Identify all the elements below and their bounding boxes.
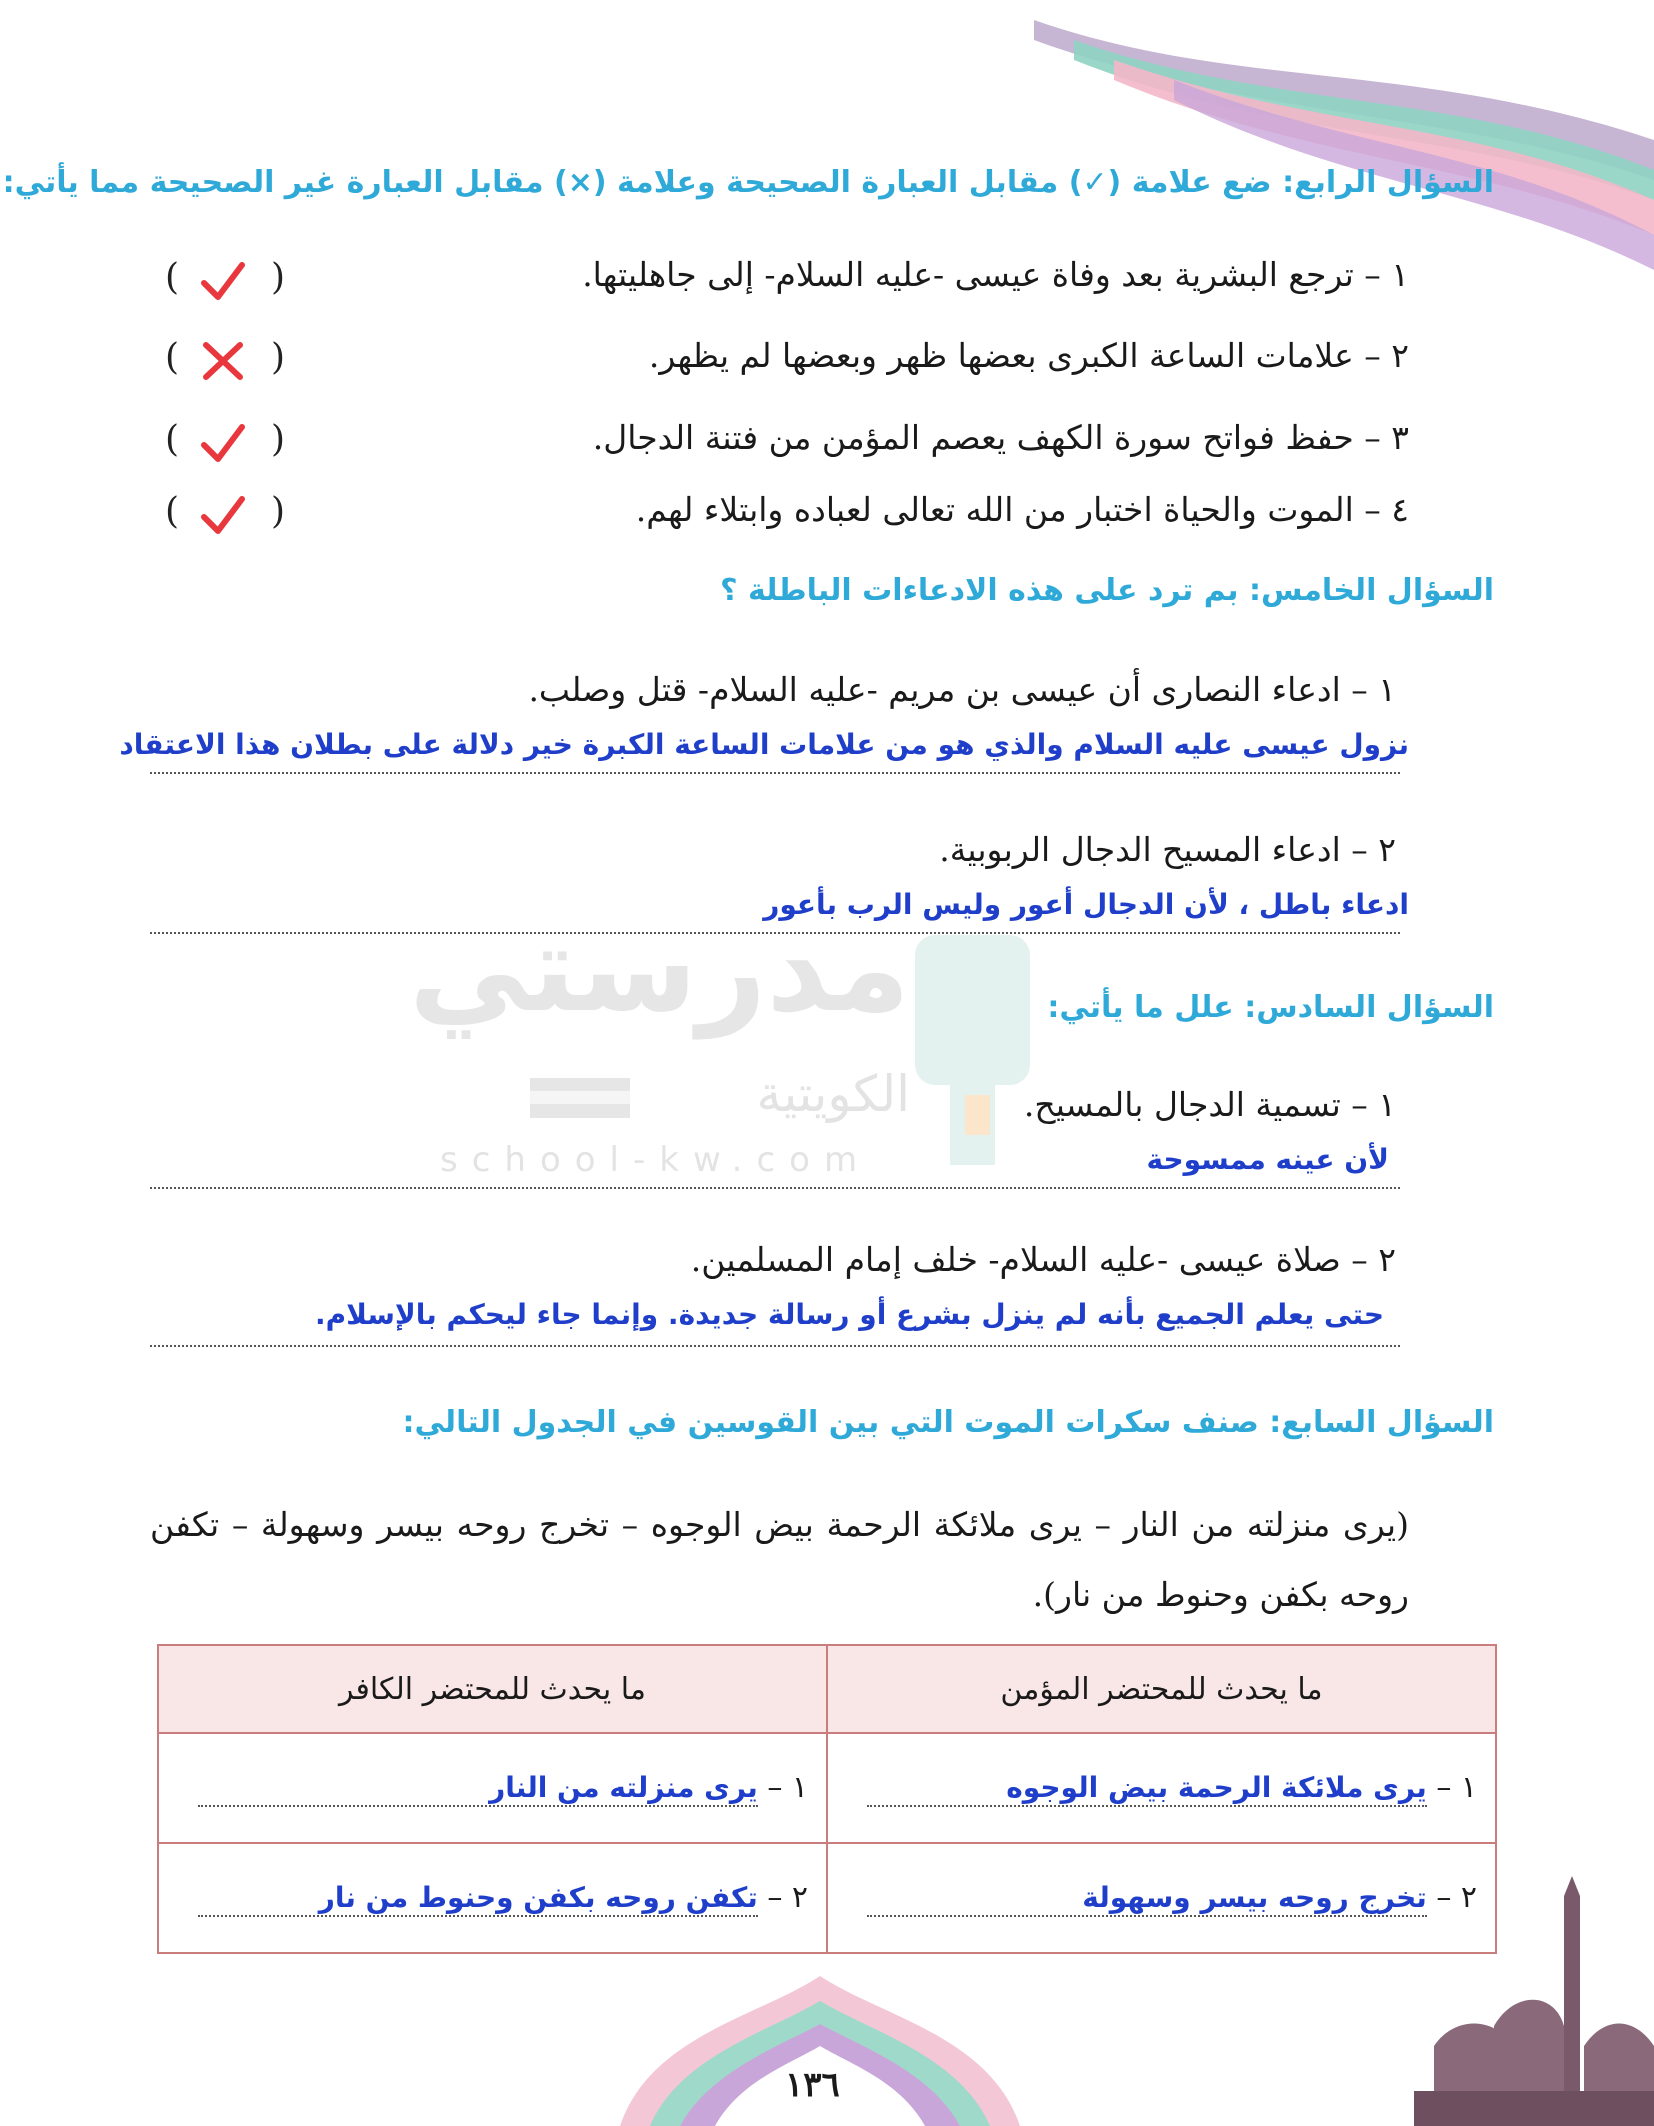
q7-paren-text: (يرى منزلته من النار – يرى ملائكة الرحمة بيض الوجوه – تخرج روحه بيسر وسهولة – تكفن روحه بكفن وحنوط من نار). <box>150 1505 1409 1614</box>
q5-item-1: ١ – ادعاء النصارى أن عيسى بن مريم -عليه السلام- قتل وصلب. <box>528 670 1396 709</box>
header-kafir: ما يحدث للمحتضر الكافر <box>158 1645 827 1733</box>
q4-answer-box-3 <box>165 415 285 471</box>
header-believer: ما يحدث للمحتضر المؤمن <box>827 1645 1496 1733</box>
cell-believer <box>827 1733 1496 1843</box>
q6-answer-1: لأن عينه ممسوحة <box>1146 1143 1389 1176</box>
paren-close: ) <box>270 491 285 532</box>
paren-open: ( <box>165 491 180 532</box>
watermark-logo-icon <box>910 905 1040 1205</box>
q4-title: السؤال الرابع: ضع علامة (✓) مقابل العبارة الصحيحة وعلامة (×) مقابل العبارة غير الصحيحة مما يأتي: <box>2 165 1494 200</box>
q6-title: السؤال السادس: علل ما يأتي: <box>1047 990 1494 1025</box>
watermark-sub: الكويتية <box>756 1065 910 1123</box>
answer-text: تخرج روحه بيسر وسهولة <box>1082 1880 1427 1914</box>
answer-line <box>150 772 1400 774</box>
answer-line <box>198 1770 758 1807</box>
classification-table <box>157 1644 1497 1954</box>
answer-line <box>867 1880 1427 1917</box>
answer-text: تكفن روحه بكفن وحنوط من نار <box>318 1880 758 1914</box>
mosque-silhouette <box>1414 1876 1654 2126</box>
q5-item-2: ٢ – ادعاء المسيح الدجال الربوبية. <box>939 830 1396 869</box>
q4-item-4: ٤ – الموت والحياة اختبار من الله تعالى لعباده وابتلاء لهم. <box>635 490 1409 529</box>
item-number: ١ – <box>767 1769 808 1805</box>
decorative-ribbon <box>1034 0 1654 280</box>
watermark-url: school-kw.com <box>440 1140 872 1180</box>
check-mark-icon <box>198 259 248 303</box>
cell-believer <box>827 1843 1496 1953</box>
paren-open: ( <box>165 337 180 378</box>
table-header-row <box>158 1645 1496 1733</box>
q4-item-1: ١ – ترجع البشرية بعد وفاة عيسى -عليه السلام- إلى جاهليتها. <box>582 255 1409 294</box>
cell-kafir <box>158 1733 827 1843</box>
answer-text: يرى ملائكة الرحمة بيض الوجوه <box>1006 1770 1427 1804</box>
q4-item-2: ٢ – علامات الساعة الكبرى بعضها ظهر وبعضها لم يظهر. <box>648 336 1409 375</box>
q5-title: السؤال الخامس: بم ترد على هذه الادعاءات الباطلة ؟ <box>720 573 1494 608</box>
q5-answer-1: نزول عيسى عليه السلام والذي هو من علامات الساعة الكبرة خير دلالة على بطلان هذا الاعتقاد <box>119 728 1409 761</box>
q4-answer-box-1 <box>165 253 285 309</box>
item-number: ١ – <box>1436 1769 1477 1805</box>
q6-answer-2: حتى يعلم الجميع بأنه لم ينزل بشرع أو رسالة جديدة. وإنما جاء ليحكم بالإسلام. <box>314 1298 1384 1331</box>
q7-title: السؤال السابع: صنف سكرات الموت التي بين القوسين في الجدول التالي: <box>402 1405 1494 1440</box>
q5-answer-2: ادعاء باطل ، لأن الدجال أعور وليس الرب بأعور <box>763 888 1409 921</box>
answer-line <box>198 1880 758 1917</box>
paren-close: ) <box>270 257 285 298</box>
answer-line <box>150 1345 1400 1347</box>
paren-close: ) <box>270 419 285 460</box>
q4-item-3: ٣ – حفظ فواتح سورة الكهف يعصم المؤمن من فتنة الدجال. <box>592 418 1409 457</box>
kuwait-flag-icon <box>530 1078 630 1118</box>
answer-text: يرى منزلته من النار <box>489 1770 758 1804</box>
item-number: ٢ – <box>767 1879 808 1915</box>
answer-line <box>150 932 1400 934</box>
watermark-name: مدرستي <box>408 900 910 1039</box>
paren-open: ( <box>165 257 180 298</box>
table-row <box>158 1733 1496 1843</box>
answer-line <box>150 1187 1400 1189</box>
cross-mark-icon <box>198 339 248 383</box>
q6-item-2: ٢ – صلاة عيسى -عليه السلام- خلف إمام المسلمين. <box>690 1240 1396 1279</box>
item-number: ٢ – <box>1436 1879 1477 1915</box>
check-mark-icon <box>198 421 248 465</box>
q6-item-1: ١ – تسمية الدجال بالمسيح. <box>1023 1085 1396 1124</box>
watermark <box>390 900 910 1200</box>
q4-answer-box-2 <box>165 333 285 389</box>
check-mark-icon <box>198 493 248 537</box>
paren-close: ) <box>270 337 285 378</box>
answer-line <box>867 1770 1427 1807</box>
page-number: ١٣٦ <box>785 2065 840 2105</box>
table-row <box>158 1843 1496 1953</box>
paren-open: ( <box>165 419 180 460</box>
q4-answer-box-4 <box>165 487 285 543</box>
cell-kafir <box>158 1843 827 1953</box>
